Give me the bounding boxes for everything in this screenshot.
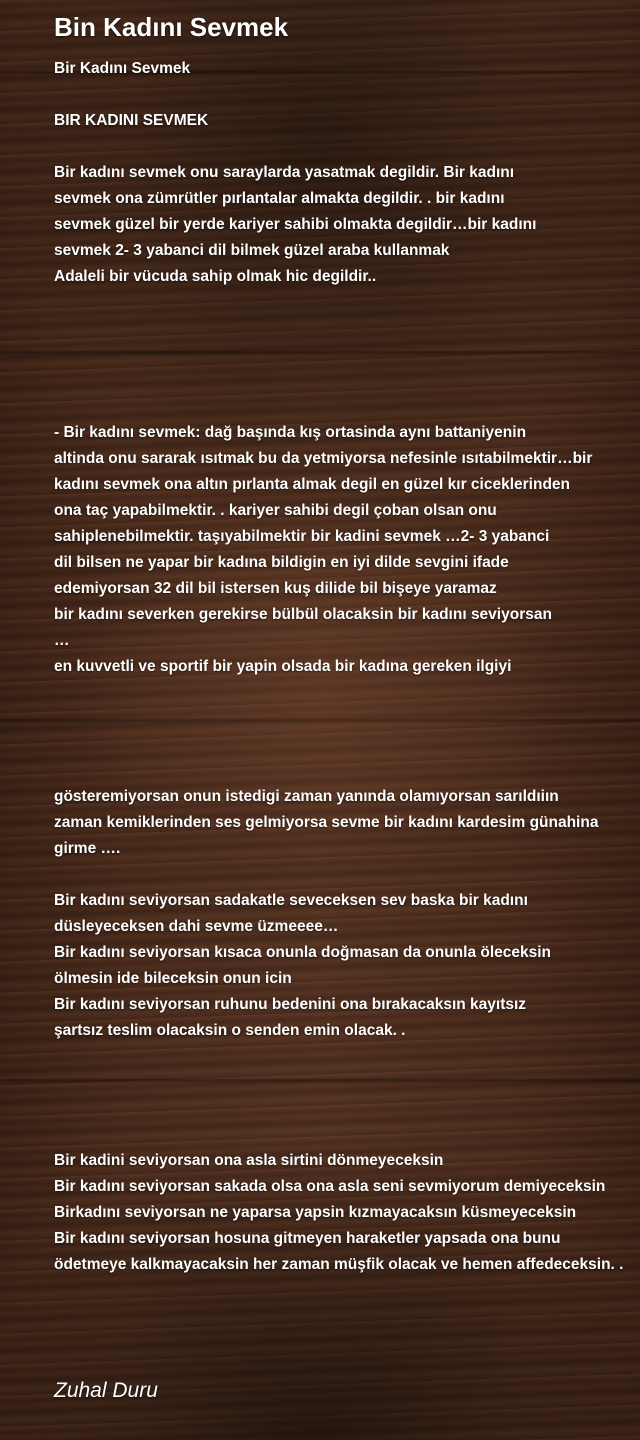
poem-line: şartsız teslim olacaksin o senden emin olacak. . (54, 1022, 406, 1039)
poem-line: en kuvvetli ve sportif bir yapin olsada bir kadına gereken ilgiyi (54, 658, 512, 675)
poem-line: Bir kadını seviyorsan hosuna gitmeyen haraketler yapsada ona bunu (54, 1230, 561, 1247)
poem-content (54, 12, 634, 1278)
poem-title: Bin Kadını Sevmek (54, 12, 289, 42)
author-name: Zuhal Duru (54, 1379, 158, 1402)
poem-line (54, 316, 634, 342)
poem-line: ona taç yapabilmektir. . kariyer sahibi degil çoban olsan onu (54, 502, 497, 519)
poem-line (54, 1070, 634, 1096)
poem-line: bir kadını severken gerekirse bülbül olacaksin bir kadını seviyorsan (54, 606, 552, 623)
poem-line: ödetmeye kalkmayacaksin her zaman müşfik olacak ve hemen affedeceksin. . (54, 1256, 624, 1273)
poem-body (54, 56, 634, 1278)
poem-line: altinda onu sararak ısıtmak bu da yetmiyorsa nefesinle ısıtabilmektir…bir (54, 450, 593, 467)
poem-line: ölmesin ide bileceksin onun icin (54, 970, 292, 987)
poem-line: zaman kemiklerinden ses gelmiyorsa sevme bir kadını kardesim günahina (54, 814, 599, 831)
poem-line: Bir kadını seviyorsan kısaca onunla doğmasan da onunla öleceksin (54, 944, 552, 961)
poem-line: - Bir kadını sevmek: dağ başında kış ortasinda aynı battaniyenin (54, 424, 527, 441)
poem-line (54, 1122, 634, 1148)
poem-line: sevmek 2- 3 yabanci dil bilmek güzel araba kullanmak (54, 242, 450, 259)
poem-line (54, 1044, 634, 1070)
poem-line (54, 680, 634, 706)
poem-line: Bir kadını sevmek onu saraylarda yasatmak degildir. Bir kadını (54, 164, 515, 181)
poem-line (54, 394, 634, 420)
poem-line: kadını sevmek ona altın pırlanta almak degil en güzel kır ciceklerinden (54, 476, 570, 493)
poem-line (54, 342, 634, 368)
poem-line: sevmek ona zümrütler pırlantalar almakta degildir. . bir kadını (54, 190, 505, 207)
poem-line (54, 134, 634, 160)
poem-line (54, 862, 634, 888)
poem-line: Bir kadını seviyorsan ruhunu bedenini ona bırakacaksın kayıtsız (54, 996, 527, 1013)
poem-line: Bir kadını seviyorsan sadakatle seveceksen sev baska bir kadını (54, 892, 528, 909)
poem-line: Bir kadını seviyorsan sakada olsa ona asla seni sevmiyorum demiyeceksin (54, 1178, 606, 1195)
poem-line (54, 758, 634, 784)
poem-line (54, 368, 634, 394)
poem-line: girme …. (54, 840, 121, 857)
poem-line: Birkadını seviyorsan ne yaparsa yapsin kızmayacaksın küsmeyeceksin (54, 1204, 577, 1221)
poem-line: … (54, 632, 70, 649)
poem-line: Bir kadini seviyorsan ona asla sirtini dönmeyeceksin (54, 1152, 444, 1169)
poem-line: Bir Kadını Sevmek (54, 60, 191, 77)
poem-line: sahiplenebilmektir. taşıyabilmektir bir kadini sevmek …2- 3 yabanci (54, 528, 550, 545)
poem-line (54, 290, 634, 316)
poem-line (54, 732, 634, 758)
poem-line: dil bilsen ne yapar bir kadına bildigin en iyi dilde sevgini ifade (54, 554, 509, 571)
poem-line: sevmek güzel bir yerde kariyer sahibi olmakta degildir…bir kadını (54, 216, 537, 233)
poem-line: edemiyorsan 32 dil bil istersen kuş dilide bil bişeye yaramaz (54, 580, 497, 597)
poem-line (54, 82, 634, 108)
poem-line: BIR KADINI SEVMEK (54, 112, 209, 129)
poem-line: düsleyeceksen dahi sevme üzmeeee… (54, 918, 339, 935)
poem-line (54, 1096, 634, 1122)
poem-line: Adaleli bir vücuda sahip olmak hic degildir.. (54, 268, 377, 285)
poem-line: gösteremiyorsan onun istedigi zaman yanında olamıyorsan sarıldıiın (54, 788, 559, 805)
poem-line (54, 706, 634, 732)
